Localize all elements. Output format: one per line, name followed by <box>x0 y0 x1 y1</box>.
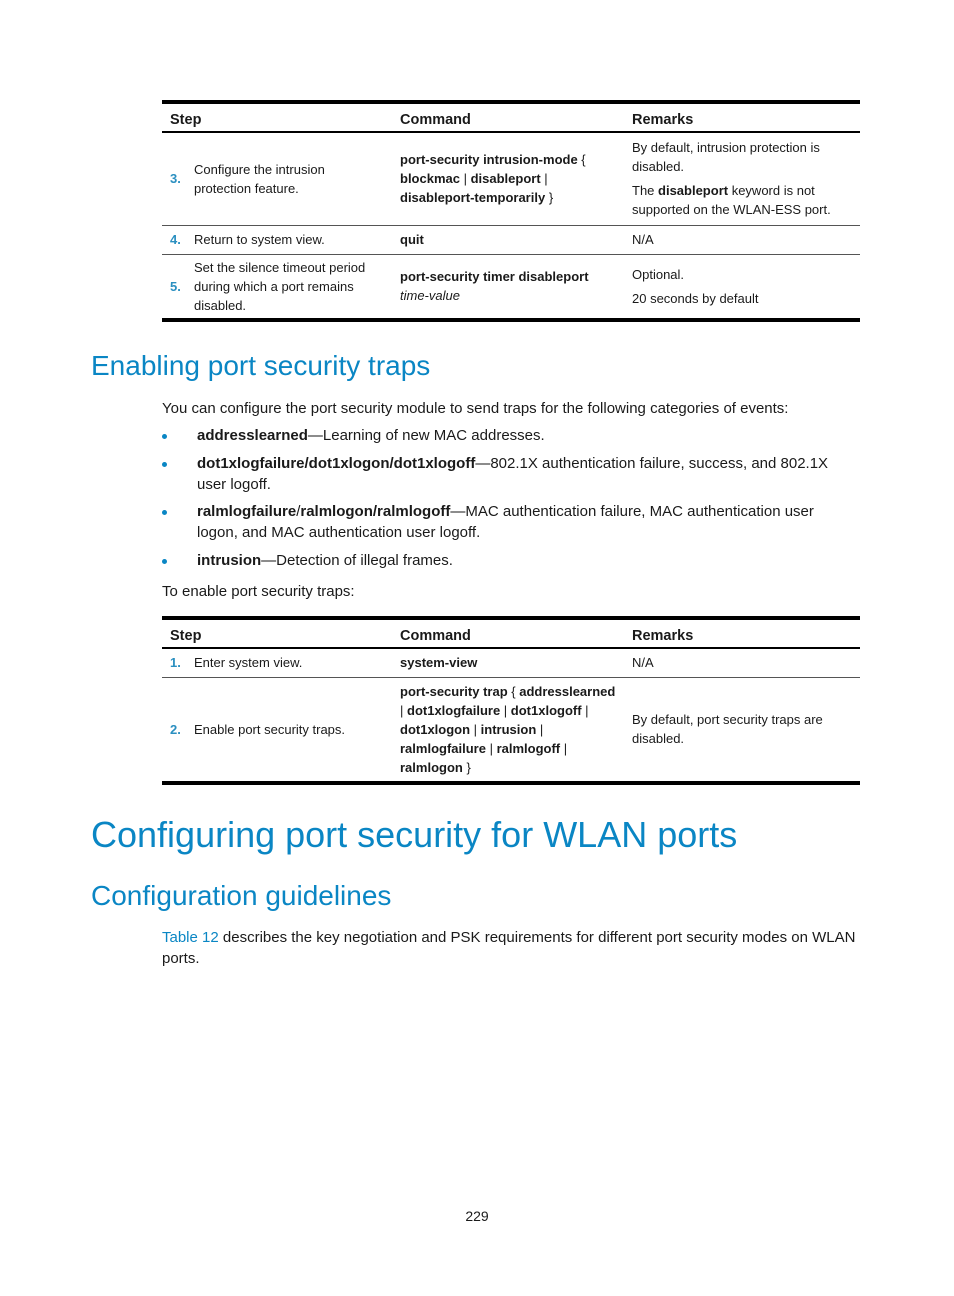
step-number: 4. <box>162 225 186 254</box>
steps-table-2 <box>162 616 860 785</box>
col-header-remarks: Remarks <box>624 102 860 132</box>
remarks-cell <box>624 225 860 254</box>
table-reference-link[interactable]: Table 12 <box>162 929 219 946</box>
command-cell: port-security intrusion-mode { blockmac | disableport | disableport-temporarily } <box>392 132 624 225</box>
remark-paragraph: Optional. <box>632 266 685 282</box>
table-row <box>162 132 860 225</box>
table-row <box>162 648 860 677</box>
step-description: Enter system view. <box>186 648 392 677</box>
table-row <box>162 225 860 254</box>
col-header-command: Command <box>392 618 624 648</box>
col-header-step: Step <box>162 102 392 132</box>
remarks-cell <box>624 132 860 225</box>
intro-paragraph: You can configure the port security module to send traps for the following categories of events: <box>162 400 789 417</box>
bullet-icon <box>162 510 167 515</box>
list-item-text: ralmlogfailure/ralmlogon/ralmlogoff—MAC authentication failure, MAC authentication user logon, and MAC authentication user logoff. <box>197 503 814 541</box>
list-item-text: addresslearned—Learning of new MAC addresses. <box>197 427 545 444</box>
table-row <box>162 254 860 320</box>
remarks-cell <box>624 648 860 677</box>
step-number: 5. <box>162 254 186 320</box>
remarks-cell <box>624 254 860 320</box>
bullet-icon <box>162 462 167 467</box>
chapter-title: Configuring port security for WLAN ports <box>91 814 738 855</box>
remark-paragraph: By default, port security traps are disabled. <box>632 712 823 747</box>
section-heading: Enabling port security traps <box>91 350 431 381</box>
command-cell: quit <box>392 225 624 254</box>
remark-paragraph: The disableport keyword is not supported on the WLAN-ESS port. <box>632 183 831 218</box>
step-description: Configure the intrusion protection feature. <box>186 132 392 225</box>
remark-paragraph: 20 seconds by default <box>632 290 759 306</box>
bullet-icon <box>162 559 167 564</box>
command-cell: port-security timer disableport time-value <box>392 254 624 320</box>
remark-paragraph: By default, intrusion protection is disabled. <box>632 140 820 175</box>
remark-paragraph: N/A <box>632 232 654 247</box>
lead-paragraph: To enable port security traps: <box>162 583 355 600</box>
guidelines-text: describes the key negotiation and PSK requirements for different port security modes on WLAN ports. <box>162 929 856 967</box>
step-description: Return to system view. <box>186 225 392 254</box>
command-cell: port-security trap { addresslearned | dot1xlogfailure | dot1xlogoff | dot1xlogon | intrusion | ralmlogfailure | ralmlogoff | ralmlogon } <box>392 677 624 783</box>
step-description: Set the silence timeout period during which a port remains disabled. <box>186 254 392 320</box>
page-number: 229 <box>465 1208 489 1224</box>
list-item-text: intrusion—Detection of illegal frames. <box>197 552 453 569</box>
step-number: 2. <box>162 677 186 783</box>
guidelines-paragraph <box>162 927 867 969</box>
step-number: 3. <box>162 132 186 225</box>
col-header-remarks: Remarks <box>624 618 860 648</box>
col-header-command: Command <box>392 102 624 132</box>
remarks-cell <box>624 677 860 783</box>
table-row <box>162 677 860 783</box>
col-header-step: Step <box>162 618 392 648</box>
list-item-text: dot1xlogfailure/dot1xlogon/dot1xlogoff—802.1X authentication failure, success, and 802.1X user logoff. <box>197 455 829 493</box>
steps-table-1 <box>162 100 860 322</box>
step-description: Enable port security traps. <box>186 677 392 783</box>
section-heading: Configuration guidelines <box>91 880 392 911</box>
step-number: 1. <box>162 648 186 677</box>
bullet-icon <box>162 434 167 439</box>
command-cell: system-view <box>392 648 624 677</box>
remark-paragraph: N/A <box>632 655 654 671</box>
